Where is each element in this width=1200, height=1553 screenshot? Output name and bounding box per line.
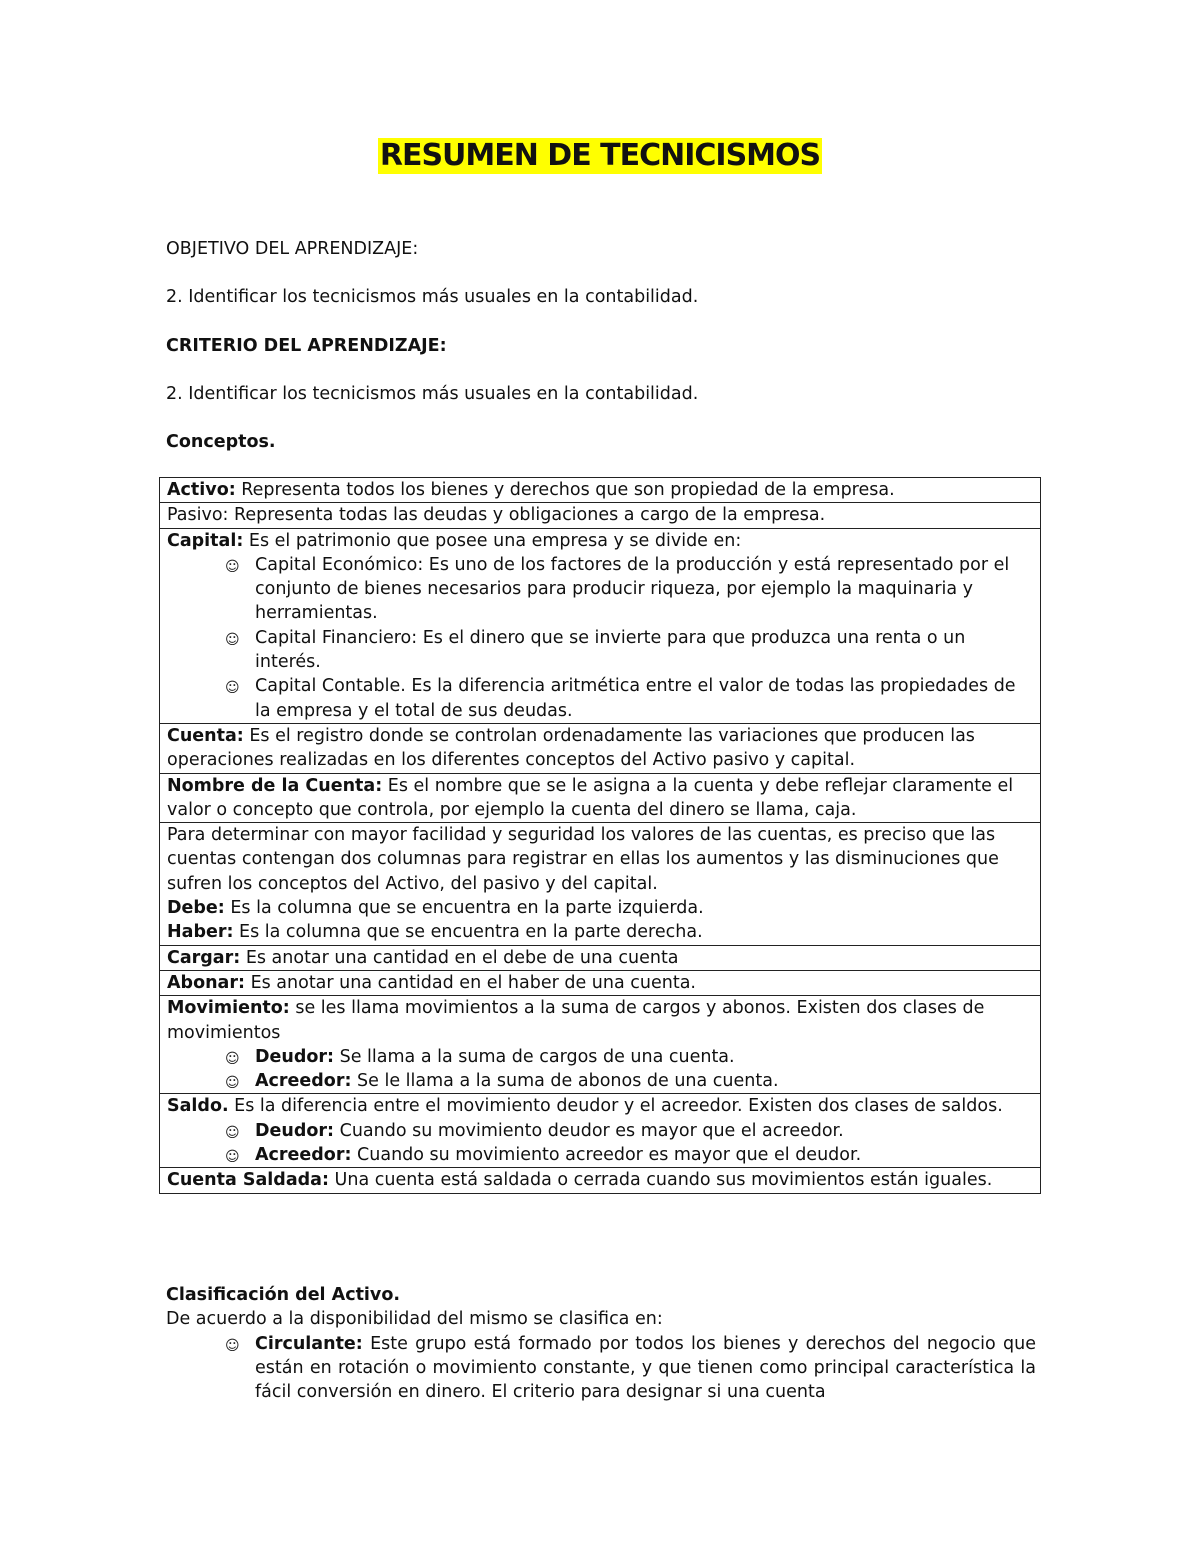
term-definition: Es anotar una cantidad en el debe de una cuenta <box>240 947 679 968</box>
table-row <box>160 478 1041 503</box>
table-row <box>160 503 1041 528</box>
list-item-text: Capital Contable. Es la diferencia aritmética entre el valor de todas las propiedades de la empresa y el total de sus deudas. <box>255 676 1016 721</box>
objetivo-heading: OBJETIVO DEL APRENDIZAJE: <box>166 239 419 259</box>
smiley-bullet-icon: ☺ <box>225 1050 240 1067</box>
list-item-text: Este grupo está formado por todos los bienes y derechos del negocio que están en rotación o movimiento constante, y que tienen como principal característica la fácil conversión en dinero. El criterio para designar si una cuenta <box>255 1333 1036 1403</box>
smiley-bullet-icon: ☺ <box>225 1149 240 1166</box>
debe-line <box>167 896 1034 920</box>
smiley-bullet-icon: ☺ <box>225 631 240 648</box>
term-definition: se les llama movimientos a la suma de cargos y abonos. Existen dos clases de movimientos <box>167 998 985 1043</box>
term-label: Pasivo: <box>167 505 229 526</box>
list-item <box>225 553 1034 626</box>
list-item-text: Cuando su movimiento deudor es mayor que el acreedor. <box>334 1120 844 1141</box>
term-label: Capital: <box>167 530 244 551</box>
term-definition: Es el nombre que se le asigna a la cuenta y debe reflejar claramente el valor o concepto que controla, por ejemplo la cuenta del dinero se llama, caja. <box>167 775 1014 820</box>
list-item <box>225 1069 1034 1093</box>
page-title: RESUMEN DE TECNICISMOS <box>379 138 821 173</box>
list-item-term: Circulante: <box>255 1333 363 1354</box>
term-label: Activo: <box>167 480 236 500</box>
term-definition: Representa todos los bienes y derechos que son propiedad de la empresa. <box>235 480 895 500</box>
list-item <box>225 1143 1034 1167</box>
row-capital <box>160 528 1041 723</box>
list-item-text: Capital Financiero: Es el dinero que se invierte para que produzca una renta o un interés. <box>255 627 966 673</box>
row-movimiento <box>160 996 1041 1094</box>
smiley-bullet-icon: ☺ <box>225 1337 240 1354</box>
table-row <box>160 723 1041 773</box>
smiley-bullet-icon: ☺ <box>225 558 240 575</box>
row-columnas <box>160 823 1041 945</box>
row-nombre-cuenta <box>160 773 1041 823</box>
table-row <box>160 528 1041 723</box>
objetivo-text: 2. Identificar los tecnicismos más usuales en la contabilidad. <box>166 287 699 307</box>
table-row <box>160 945 1041 970</box>
term-definition: Es el patrimonio que posee una empresa y se divide en: <box>243 530 742 551</box>
movimiento-list <box>167 1045 1034 1094</box>
list-item <box>225 1332 1036 1405</box>
list-item <box>225 1045 1034 1069</box>
criterio-heading: CRITERIO DEL APRENDIZAJE: <box>166 336 447 356</box>
table-row <box>160 823 1041 945</box>
smiley-bullet-icon: ☺ <box>225 680 240 697</box>
list-item <box>225 1119 1034 1143</box>
list-item-text: Se le llama a la suma de abonos de una cuenta. <box>351 1071 779 1092</box>
saldo-list <box>167 1119 1034 1168</box>
list-item-term: Deudor: <box>255 1120 335 1141</box>
row-cuenta-saldada <box>160 1168 1041 1193</box>
columnas-intro: Para determinar con mayor facilidad y seguridad los valores de las cuentas, es preciso que las cuentas contengan dos columnas para registrar en ellas los aumentos y las disminuciones que sufren los conceptos del Activo, del pasivo y del capital. <box>167 825 999 894</box>
term-label: Debe: <box>167 898 225 919</box>
row-pasivo <box>160 503 1041 528</box>
clasificacion-list <box>166 1332 1036 1405</box>
concepts-table <box>159 477 1041 1194</box>
row-activo <box>160 478 1041 503</box>
conceptos-heading: Conceptos. <box>166 432 276 452</box>
list-item-term: Acreedor: <box>255 1145 352 1166</box>
table-row <box>160 1094 1041 1168</box>
term-definition: Es la columna que se encuentra en la parte derecha. <box>233 922 703 943</box>
list-item <box>225 626 1034 675</box>
criterio-text: 2. Identificar los tecnicismos más usuales en la contabilidad. <box>166 384 699 404</box>
table-row <box>160 996 1041 1094</box>
term-label: Cuenta: <box>167 725 244 746</box>
list-item-text: Cuando su movimiento acreedor es mayor que el deudor. <box>351 1145 862 1166</box>
list-item-text: Capital Económico: Es uno de los factores de la producción y está representado por el conjunto de bienes necesarios para producir riqueza, por ejemplo la maquinaria y herramientas. <box>255 554 1010 624</box>
term-definition: Es la diferencia entre el movimiento deudor y el acreedor. Existen dos clases de saldos. <box>228 1096 1003 1117</box>
clasificacion-intro: De acuerdo a la disponibilidad del mismo se clasifica en: <box>166 1309 663 1330</box>
term-label: Abonar: <box>167 972 245 993</box>
clasificacion-section <box>166 1283 1036 1404</box>
row-cuenta <box>160 723 1041 773</box>
list-item <box>225 674 1034 723</box>
table-row <box>160 970 1041 995</box>
row-saldo <box>160 1094 1041 1168</box>
list-item-term: Acreedor: <box>255 1071 352 1092</box>
title-container <box>0 138 1200 174</box>
term-definition: Una cuenta está saldada o cerrada cuando sus movimientos están iguales. <box>328 1170 993 1191</box>
term-definition: Es la columna que se encuentra en la parte izquierda. <box>224 898 704 919</box>
clasificacion-heading: Clasificación del Activo. <box>166 1285 401 1305</box>
capital-list <box>167 553 1034 723</box>
term-label: Cargar: <box>167 947 241 968</box>
term-definition: Es el registro donde se controlan ordenadamente las variaciones que producen las operaciones realizadas en los diferentes conceptos del Activo pasivo y capital. <box>167 725 975 771</box>
row-cargar <box>160 945 1041 970</box>
smiley-bullet-icon: ☺ <box>225 1075 240 1092</box>
table-row <box>160 773 1041 823</box>
list-item-text: Se llama a la suma de cargos de una cuenta. <box>334 1046 735 1067</box>
term-label: Movimiento: <box>167 998 290 1019</box>
term-definition: Es anotar una cantidad en el haber de una cuenta. <box>245 972 696 993</box>
term-definition: Representa todas las deudas y obligaciones a cargo de la empresa. <box>228 505 826 526</box>
list-item-term: Deudor: <box>255 1046 335 1067</box>
term-label: Saldo. <box>167 1096 229 1117</box>
term-label: Cuenta Saldada: <box>167 1170 329 1191</box>
haber-line <box>167 920 1034 944</box>
row-abonar <box>160 970 1041 995</box>
table-row <box>160 1168 1041 1193</box>
term-label: Nombre de la Cuenta: <box>167 775 383 796</box>
smiley-bullet-icon: ☺ <box>225 1124 240 1141</box>
term-label: Haber: <box>167 922 234 943</box>
